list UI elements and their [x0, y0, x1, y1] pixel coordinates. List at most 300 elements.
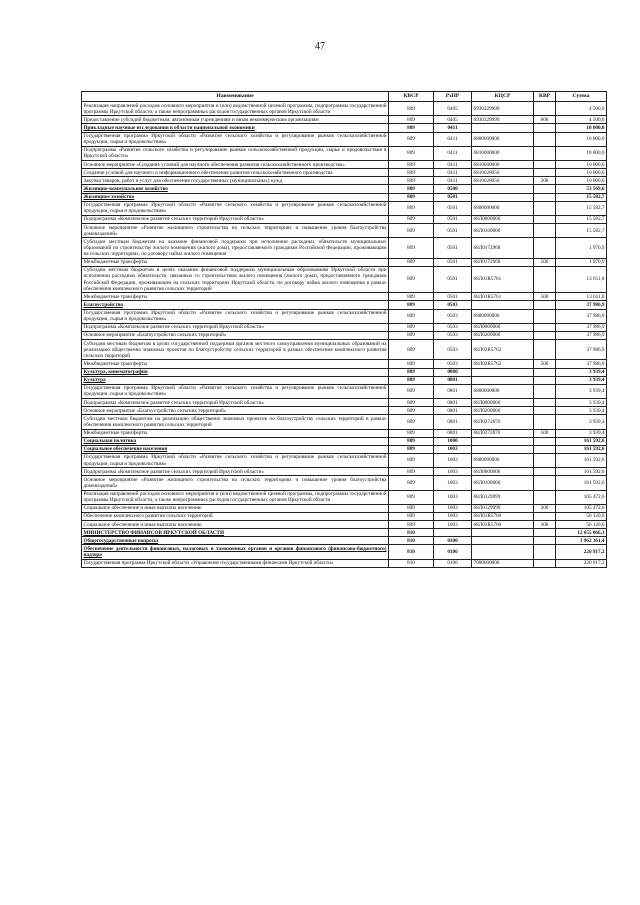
header-kvr: КВР	[534, 92, 556, 102]
table-row	[82, 490, 607, 504]
cell-sum: 37 986,9	[556, 360, 607, 368]
cell-kcsr: 68Л0100000	[472, 224, 534, 238]
cell-rzpr: 0501	[434, 201, 472, 215]
cell-name: Социальное обеспечение и иные выплаты населению	[82, 521, 389, 529]
table-row	[82, 429, 607, 437]
cell-kcsr: 68Л0129999	[472, 490, 534, 504]
cell-kvr	[534, 545, 556, 559]
cell-name: Культура	[82, 376, 389, 384]
cell-sum: 13 611,8	[556, 266, 607, 293]
cell-sum: 3 939,4	[556, 384, 607, 398]
cell-kvr: 500	[534, 360, 556, 368]
cell-kcsr: 6800000000	[472, 132, 534, 146]
cell-sum: 4 500,0	[556, 116, 607, 124]
table-row	[82, 407, 607, 415]
cell-kcsr	[472, 301, 534, 309]
cell-kvr	[534, 132, 556, 146]
cell-sum: 3 939,4	[556, 407, 607, 415]
cell-sum: 3 939,4	[556, 368, 607, 376]
cell-kvr: 500	[534, 293, 556, 301]
cell-name: Обеспечение комплексного развития сельских территорий	[82, 512, 389, 520]
table-row	[82, 368, 607, 376]
cell-sum: 161 592,6	[556, 445, 607, 453]
cell-rzpr: 1003	[434, 504, 472, 512]
cell-name: Основное мероприятие «Благоустройство сельских территорий»	[82, 407, 389, 415]
table-row	[82, 415, 607, 429]
cell-sum: 105 472,6	[556, 504, 607, 512]
cell-rzpr: 0801	[434, 407, 472, 415]
cell-rzpr: 0801	[434, 399, 472, 407]
cell-sum: 161 592,6	[556, 468, 607, 476]
cell-kcsr: 68Л02R5762	[472, 360, 534, 368]
table-row	[82, 102, 607, 116]
cell-rzpr: 0801	[434, 415, 472, 429]
cell-kvr	[534, 512, 556, 520]
cell-kvr	[534, 559, 556, 567]
cell-kvr	[534, 185, 556, 193]
cell-name: Подпрограмма «Комплексное развитие сельских территорий Иркутской области»	[82, 468, 389, 476]
cell-sum: 10 000,0	[556, 169, 607, 177]
cell-sum: 220 917,2	[556, 559, 607, 567]
table-row	[82, 323, 607, 331]
table-row	[82, 309, 607, 323]
cell-kcsr	[472, 545, 534, 559]
cell-kcsr: 68Л0000000	[472, 215, 534, 223]
cell-kvr	[534, 453, 556, 467]
cell-ksr: 809	[389, 504, 434, 512]
table-row	[82, 559, 607, 567]
cell-name: Государственная программа Иркутской области «Развитие сельского хозяйства и регулирование рынков сельскохозяйственной продукции, сырья и продовольствия»	[83, 310, 387, 323]
cell-sum: 15 582,7	[556, 201, 607, 215]
cell-kcsr	[472, 376, 534, 384]
cell-rzpr: 0100	[434, 537, 472, 545]
cell-ksr: 809	[389, 258, 434, 266]
cell-kvr	[534, 468, 556, 476]
cell-kvr	[534, 476, 556, 490]
cell-ksr: 810	[389, 529, 434, 537]
cell-sum: 56 120,0	[556, 512, 607, 520]
cell-sum: 161 592,6	[556, 437, 607, 445]
cell-name: Основное мероприятие «Создание условий для научного обеспечения развития сельскохозяйственного производства»	[82, 161, 389, 169]
table-row	[82, 331, 607, 339]
cell-sum: 3 939,4	[556, 376, 607, 384]
header-rzpr: РзПР	[434, 92, 472, 102]
cell-kcsr: 68Л0200000	[472, 407, 534, 415]
cell-rzpr: 1003	[434, 490, 472, 504]
cell-rzpr: 0501	[434, 238, 472, 258]
cell-ksr: 809	[389, 102, 434, 116]
cell-ksr: 809	[389, 146, 434, 160]
table-row	[82, 169, 607, 177]
cell-ksr: 809	[389, 132, 434, 146]
cell-kcsr: 6800000000	[472, 201, 534, 215]
cell-kvr	[534, 323, 556, 331]
cell-rzpr: 0501	[434, 266, 472, 293]
cell-rzpr: 0800	[434, 368, 472, 376]
cell-rzpr: 0106	[434, 545, 472, 559]
cell-kcsr	[472, 537, 534, 545]
cell-sum: 37 986,9	[556, 340, 607, 360]
cell-rzpr: 0503	[434, 331, 472, 339]
table-row	[82, 545, 607, 559]
cell-rzpr: 0801	[434, 384, 472, 398]
cell-kcsr: 68Л0000000	[472, 468, 534, 476]
cell-kcsr: 68Л0272870	[472, 429, 534, 437]
cell-sum: 3 939,4	[556, 415, 607, 429]
table-row	[82, 293, 607, 301]
table-row	[82, 161, 607, 169]
cell-name: Основное мероприятие «Развитие жилищного строительства на сельских территориях и повышение уровня благоустройства домовладений»	[83, 224, 387, 237]
cell-ksr: 809	[389, 215, 434, 223]
cell-kvr	[534, 309, 556, 323]
cell-kcsr: 6800000000	[472, 453, 534, 467]
cell-sum: 15 582,7	[556, 193, 607, 201]
cell-kcsr: 6810600000	[472, 161, 534, 169]
cell-name: Реализация направлений расходов основного мероприятия и (или) ведомственной целевой программы, подпрограммы государственной программы Иркутской области, а также непрограммных расходов государственных органов Иркутской области	[83, 102, 387, 115]
cell-name: Основное мероприятие «Благоустройство сельских территорий»	[82, 331, 389, 339]
cell-ksr: 809	[389, 368, 434, 376]
cell-name: Жилищно-коммунальное хозяйство	[82, 185, 389, 193]
cell-rzpr: 0411	[434, 146, 472, 160]
cell-kvr	[534, 102, 556, 116]
cell-rzpr: 0411	[434, 124, 472, 132]
cell-kvr	[534, 169, 556, 177]
cell-sum: 53 569,6	[556, 185, 607, 193]
cell-name: Межбюджетные трансферты	[82, 360, 389, 368]
cell-kvr	[534, 537, 556, 545]
cell-sum: 10 000,0	[556, 177, 607, 185]
cell-name: Подпрограмма «Развитие сельского хозяйства и регулирование рынков сельскохозяйственной продукции, сырья и продовольствия в Иркутской области»	[83, 147, 387, 160]
table-row	[82, 437, 607, 445]
cell-kvr	[534, 445, 556, 453]
cell-rzpr: 0503	[434, 309, 472, 323]
table-row	[82, 177, 607, 185]
table-row	[82, 399, 607, 407]
cell-ksr: 809	[389, 384, 434, 398]
cell-ksr: 810	[389, 537, 434, 545]
cell-name: Создание условий для научного и информационного обеспечения развития сельскохозяйственного производства	[82, 169, 389, 177]
page-number: 47	[315, 41, 325, 52]
cell-sum: 15 582,7	[556, 215, 607, 223]
cell-kcsr: 68Л01R5760	[472, 521, 534, 529]
cell-kcsr: 68Л0000000	[472, 399, 534, 407]
cell-rzpr: 0106	[434, 559, 472, 567]
cell-ksr: 809	[389, 124, 434, 132]
cell-name: Культура, кинематография	[82, 368, 389, 376]
cell-kcsr	[472, 124, 534, 132]
cell-name: Социальное обеспечение и иные выплаты населению	[82, 504, 389, 512]
table-header-row	[82, 92, 607, 102]
table-row	[82, 193, 607, 201]
cell-kcsr: 68Л01R5761	[472, 266, 534, 293]
cell-name: МИНИСТЕРСТВО ФИНАНСОВ ИРКУТСКОЙ ОБЛАСТИ	[82, 529, 389, 537]
table-row	[82, 537, 607, 545]
cell-name: Прикладные научные исследования в области национальной экономики	[82, 124, 389, 132]
cell-sum: 13 611,8	[556, 293, 607, 301]
cell-kvr: 200	[534, 177, 556, 185]
table-row	[82, 266, 607, 293]
cell-kvr: 300	[534, 521, 556, 529]
cell-ksr: 809	[389, 490, 434, 504]
cell-name: Государственная программа Иркутской области «Управление государственными финансами Иркутской области»	[82, 559, 389, 567]
cell-kvr	[534, 437, 556, 445]
cell-name: Обеспечение деятельности финансовых, налоговых и таможенных органов и органов финансового (финансово-бюджетного) надзора	[83, 545, 387, 558]
cell-ksr: 809	[389, 293, 434, 301]
cell-ksr: 809	[389, 415, 434, 429]
cell-rzpr: 0501	[434, 193, 472, 201]
cell-ksr: 809	[389, 437, 434, 445]
cell-rzpr: 1000	[434, 437, 472, 445]
cell-ksr: 809	[389, 224, 434, 238]
cell-name: Субсидии местным бюджетам на реализацию общественно значимых проектов по благоустройству сельских территорий в рамках обеспечения комплексного развития сельских территорий	[83, 415, 387, 428]
cell-ksr: 809	[389, 323, 434, 331]
cell-name: Подпрограмма «Комплексное развитие сельских территорий Иркутской области»	[82, 215, 389, 223]
cell-kcsr: 6930329999	[472, 102, 534, 116]
cell-ksr: 809	[389, 476, 434, 490]
cell-kvr	[534, 266, 556, 293]
cell-rzpr: 1003	[434, 445, 472, 453]
cell-name: Государственная программа Иркутской области «Развитие сельского хозяйства и регулирование рынков сельскохозяйственной продукции, сырья и продовольствия»	[83, 385, 387, 398]
cell-name: Социальное обеспечение населения	[82, 445, 389, 453]
cell-kcsr: 68Л0000000	[472, 323, 534, 331]
budget-table	[81, 91, 607, 568]
cell-rzpr: 0411	[434, 177, 472, 185]
cell-kvr	[534, 529, 556, 537]
cell-ksr: 809	[389, 376, 434, 384]
cell-ksr: 809	[389, 238, 434, 258]
cell-rzpr: 0503	[434, 340, 472, 360]
cell-ksr: 809	[389, 453, 434, 467]
cell-name: Субсидии местным бюджетам в целях оказания финансовой поддержки муниципальным образованиям Иркутской области при исполнении расходных обязательств, связанных со строительством жилого помещения (жилого дома), предоставляемого гражданам Российской Федерации, проживающим на сельских территориях Иркутской области, по договору найма жилого помещения в рамках обеспечения комплексного развития сельских территорий	[83, 267, 387, 292]
cell-kcsr: 68Л0100000	[472, 476, 534, 490]
cell-rzpr: 1003	[434, 521, 472, 529]
table-row	[82, 258, 607, 266]
cell-name: Государственная программа Иркутской области «Развитие сельского хозяйства и регулирование рынков сельскохозяйственной продукции, сырья и продовольствия»	[83, 454, 387, 467]
cell-ksr: 809	[389, 201, 434, 215]
cell-kcsr	[472, 445, 534, 453]
cell-rzpr: 0501	[434, 215, 472, 223]
cell-ksr: 809	[389, 266, 434, 293]
cell-kvr: 500	[534, 258, 556, 266]
cell-kcsr: 6930329999	[472, 116, 534, 124]
cell-kvr	[534, 161, 556, 169]
cell-name: Предоставление субсидий бюджетным, автономным учреждениям и иным некоммерческим организациям	[82, 116, 389, 124]
cell-name: Субсидии местным бюджетам на оказание финансовой поддержки при исполнении расходных обязательств муниципальных образований по строительству жилого помещения (жилого дома), предоставляемого гражданам Российской Федерации, проживающим на сельских территориях, по договору найма жилого помещения	[83, 238, 387, 257]
header-sum: Сумма	[556, 92, 607, 102]
cell-ksr: 809	[389, 116, 434, 124]
table-row	[82, 146, 607, 160]
cell-kvr	[534, 238, 556, 258]
cell-rzpr: 0503	[434, 323, 472, 331]
cell-kvr	[534, 201, 556, 215]
cell-kvr	[534, 415, 556, 429]
cell-name: Государственная программа Иркутской области «Развитие сельского хозяйства и регулирование рынков сельскохозяйственной продукции, сырья и продовольствия»	[83, 202, 387, 215]
cell-sum: 37 986,9	[556, 301, 607, 309]
header-name: Наименование	[82, 92, 389, 102]
table-row	[82, 124, 607, 132]
cell-kvr	[534, 376, 556, 384]
cell-ksr: 809	[389, 521, 434, 529]
cell-kvr	[534, 331, 556, 339]
cell-name: Общегосударственные вопросы	[82, 537, 389, 545]
table-row	[82, 384, 607, 398]
cell-kcsr	[472, 193, 534, 201]
table-row	[82, 215, 607, 223]
table-body	[82, 102, 607, 568]
cell-kcsr: 68Л0172968	[472, 258, 534, 266]
cell-sum: 10 000,0	[556, 146, 607, 160]
table-row	[82, 132, 607, 146]
cell-kcsr: 68Л01R5760	[472, 512, 534, 520]
cell-kvr	[534, 193, 556, 201]
cell-kcsr	[472, 185, 534, 193]
cell-kcsr: 68Л01R5761	[472, 293, 534, 301]
table-row	[82, 201, 607, 215]
cell-name: Благоустройство	[82, 301, 389, 309]
cell-rzpr: 0501	[434, 224, 472, 238]
cell-ksr: 810	[389, 545, 434, 559]
table-row	[82, 185, 607, 193]
cell-kvr	[534, 490, 556, 504]
cell-kcsr: 6810000000	[472, 146, 534, 160]
cell-kvr	[534, 124, 556, 132]
cell-kvr	[534, 301, 556, 309]
cell-ksr: 809	[389, 177, 434, 185]
cell-name: Подпрограмма «Комплексное развитие сельских территорий Иркутской области»	[82, 399, 389, 407]
cell-sum: 10 000,0	[556, 124, 607, 132]
cell-ksr: 809	[389, 185, 434, 193]
cell-sum: 37 986,9	[556, 309, 607, 323]
cell-sum: 1 970,9	[556, 238, 607, 258]
table-row	[82, 116, 607, 124]
cell-ksr: 809	[389, 360, 434, 368]
cell-ksr: 809	[389, 445, 434, 453]
cell-kcsr	[472, 437, 534, 445]
cell-kvr	[534, 215, 556, 223]
cell-name: Закупка товаров, работ и услуг для обеспечения государственных (муниципальных) нужд	[82, 177, 389, 185]
cell-name: Межбюджетные трансферты	[82, 293, 389, 301]
cell-kcsr: 6800000000	[472, 384, 534, 398]
cell-ksr: 809	[389, 169, 434, 177]
cell-kcsr: 68Л0272870	[472, 415, 534, 429]
cell-sum: 15 582,7	[556, 224, 607, 238]
cell-rzpr: 0405	[434, 102, 472, 116]
cell-rzpr: 1003	[434, 468, 472, 476]
table-row	[82, 453, 607, 467]
cell-rzpr	[434, 529, 472, 537]
cell-sum: 37 986,9	[556, 331, 607, 339]
cell-ksr: 809	[389, 468, 434, 476]
cell-sum: 1 970,9	[556, 258, 607, 266]
cell-sum: 3 962 361,4	[556, 537, 607, 545]
table-row	[82, 476, 607, 490]
cell-ksr: 809	[389, 399, 434, 407]
cell-kvr	[534, 368, 556, 376]
cell-sum: 37 986,9	[556, 323, 607, 331]
table-row	[82, 529, 607, 537]
cell-rzpr: 1003	[434, 476, 472, 490]
table-row	[82, 238, 607, 258]
cell-name: Субсидии местным бюджетам в целях государственной поддержки органов местного самоуправления муниципальных образований на реализацию общественно значимых проектов по благоустройству сельских территорий в рамках обеспечения комплексного развития сельских территорий	[83, 340, 387, 359]
table-row	[82, 521, 607, 529]
cell-kvr	[534, 399, 556, 407]
cell-rzpr: 0501	[434, 293, 472, 301]
cell-rzpr: 1003	[434, 512, 472, 520]
table-row	[82, 301, 607, 309]
cell-rzpr: 0411	[434, 169, 472, 177]
cell-kvr: 300	[534, 504, 556, 512]
cell-ksr: 810	[389, 559, 434, 567]
cell-kvr: 600	[534, 116, 556, 124]
cell-kvr	[534, 146, 556, 160]
cell-name: Межбюджетные трансферты	[82, 429, 389, 437]
cell-sum: 3 939,4	[556, 399, 607, 407]
cell-rzpr: 0503	[434, 301, 472, 309]
cell-sum: 105 472,6	[556, 490, 607, 504]
cell-rzpr: 0501	[434, 258, 472, 266]
cell-rzpr: 1003	[434, 453, 472, 467]
cell-kvr	[534, 340, 556, 360]
cell-name: Межбюджетные трансферты	[82, 258, 389, 266]
cell-kcsr	[472, 368, 534, 376]
cell-sum: 10 000,0	[556, 161, 607, 169]
cell-rzpr: 0801	[434, 429, 472, 437]
cell-name: Реализация направлений расходов основного мероприятия и (или) ведомственной целевой программы, подпрограммы государственной программы Иркутской области, а также непрограммных расходов государственных органов Иркутской области	[83, 491, 387, 504]
cell-kcsr: 6810628050	[472, 169, 534, 177]
cell-sum: 161 592,6	[556, 453, 607, 467]
cell-kcsr: 6810628050	[472, 177, 534, 185]
header-ksr: КВСР	[389, 92, 434, 102]
cell-kcsr: 68Л0172968	[472, 238, 534, 258]
cell-sum: 3 939,4	[556, 429, 607, 437]
table-row	[82, 224, 607, 238]
table-row	[82, 468, 607, 476]
cell-ksr: 809	[389, 407, 434, 415]
table-row	[82, 504, 607, 512]
cell-ksr: 809	[389, 512, 434, 520]
cell-name: Государственная программа Иркутской области «Развитие сельского хозяйства и регулирование рынков сельскохозяйственной продукции, сырья и продовольствия»	[83, 133, 387, 146]
cell-sum: 220 917,2	[556, 545, 607, 559]
cell-kvr	[534, 224, 556, 238]
cell-kcsr: 68Л0129999	[472, 504, 534, 512]
cell-rzpr: 0405	[434, 116, 472, 124]
cell-ksr: 809	[389, 331, 434, 339]
cell-ksr: 809	[389, 301, 434, 309]
cell-sum: 56 120,0	[556, 521, 607, 529]
cell-kcsr	[472, 529, 534, 537]
cell-ksr: 809	[389, 193, 434, 201]
table-row	[82, 512, 607, 520]
cell-rzpr: 0801	[434, 376, 472, 384]
cell-rzpr: 0503	[434, 360, 472, 368]
cell-kcsr: 68Л0200000	[472, 331, 534, 339]
cell-kcsr: 7000000000	[472, 559, 534, 567]
cell-ksr: 809	[389, 429, 434, 437]
cell-sum: 161 592,6	[556, 476, 607, 490]
cell-name: Социальная политика	[82, 437, 389, 445]
cell-rzpr: 0500	[434, 185, 472, 193]
table-row	[82, 360, 607, 368]
cell-kcsr: 68Л02R5762	[472, 340, 534, 360]
cell-sum: 4 500,0	[556, 102, 607, 116]
header-kcsr: КЦСР	[472, 92, 534, 102]
table-row	[82, 376, 607, 384]
cell-sum: 12 655 066,3	[556, 529, 607, 537]
table-row	[82, 445, 607, 453]
table-row	[82, 340, 607, 360]
cell-rzpr: 0411	[434, 132, 472, 146]
cell-ksr: 809	[389, 161, 434, 169]
